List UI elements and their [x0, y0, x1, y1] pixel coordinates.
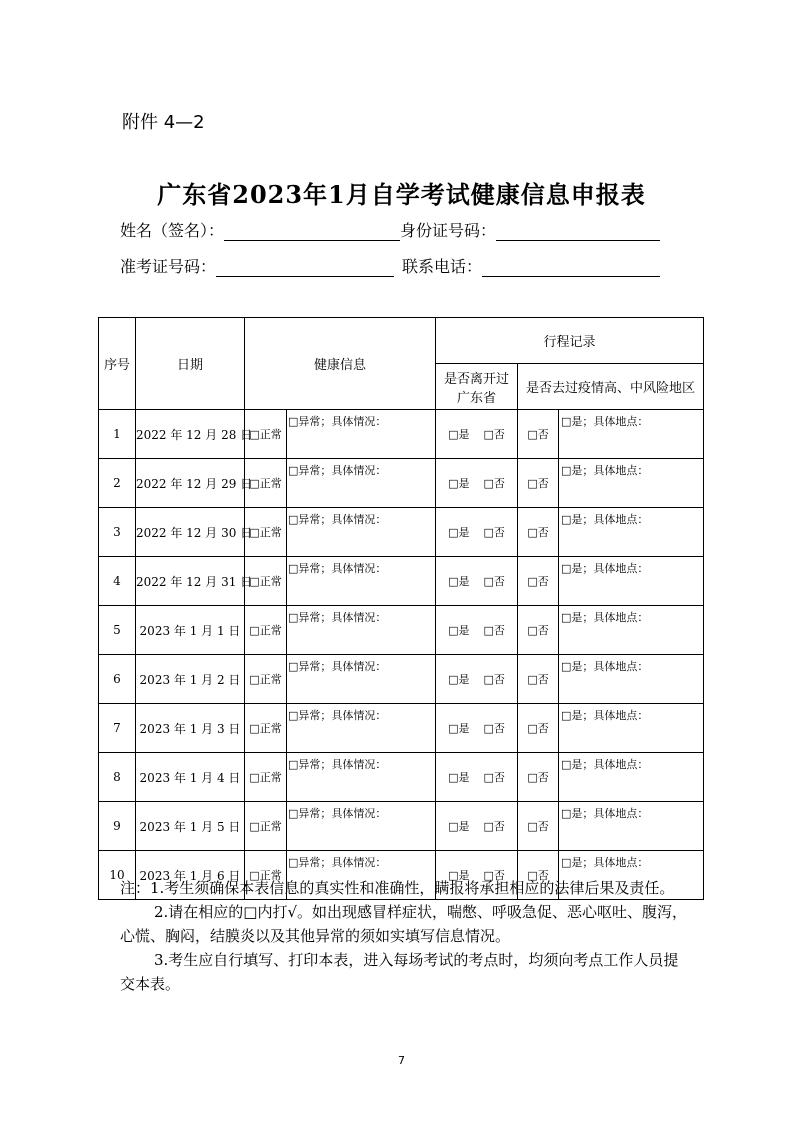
risk-area-yes-checkbox[interactable]: □是；具体地点： — [559, 459, 704, 508]
left-province-options[interactable] — [436, 606, 518, 655]
normal-checkbox[interactable]: □正常 — [245, 753, 287, 802]
page-number: 7 — [398, 1054, 405, 1067]
name-label: 姓名（签名）： — [120, 221, 225, 240]
abnormal-checkbox[interactable]: □异常；具体情况： — [287, 459, 436, 508]
header-left-province: 是否离开过广东省 — [436, 364, 518, 410]
row-date: 2023 年 1 月 3 日 — [136, 704, 245, 753]
row-seq: 7 — [99, 704, 136, 753]
normal-checkbox[interactable]: □正常 — [245, 851, 287, 900]
abnormal-checkbox[interactable]: □异常；具体情况： — [287, 655, 436, 704]
row-seq: 9 — [99, 802, 136, 851]
risk-area-yes-checkbox[interactable]: □是；具体地点： — [559, 851, 704, 900]
risk-area-no-checkbox[interactable]: □否 — [518, 557, 559, 606]
row-seq: 4 — [99, 557, 136, 606]
abnormal-checkbox[interactable]: □异常；具体情况： — [287, 557, 436, 606]
left-province-yes-checkbox[interactable]: □是 — [448, 673, 470, 686]
risk-area-yes-checkbox[interactable]: □是；具体地点： — [559, 410, 704, 459]
left-province-options[interactable] — [436, 459, 518, 508]
risk-area-yes-checkbox[interactable]: □是；具体地点： — [559, 606, 704, 655]
risk-area-yes-checkbox[interactable]: □是；具体地点： — [559, 753, 704, 802]
left-province-no-checkbox[interactable]: □否 — [483, 575, 505, 588]
row-seq: 5 — [99, 606, 136, 655]
table-row — [99, 459, 704, 508]
left-province-no-checkbox[interactable]: □否 — [483, 428, 505, 441]
risk-area-no-checkbox[interactable]: □否 — [518, 851, 559, 900]
note-1: 注：1.考生须确保本表信息的真实性和准确性，瞒报将承担相应的法律后果及责任。 — [120, 879, 675, 897]
table-row — [99, 410, 704, 459]
row-date: 2023 年 1 月 6 日 — [136, 851, 245, 900]
table-row — [99, 753, 704, 802]
left-province-no-checkbox[interactable]: □否 — [483, 673, 505, 686]
phone-input-line[interactable] — [482, 258, 660, 277]
header-date: 日期 — [136, 318, 245, 410]
abnormal-checkbox[interactable]: □异常；具体情况： — [287, 753, 436, 802]
table-row — [99, 606, 704, 655]
left-province-options[interactable] — [436, 802, 518, 851]
left-province-options[interactable] — [436, 753, 518, 802]
left-province-no-checkbox[interactable]: □否 — [483, 771, 505, 784]
abnormal-checkbox[interactable]: □异常；具体情况： — [287, 410, 436, 459]
form-title: 广东省2023年1月自学考试健康信息申报表 — [157, 180, 646, 209]
risk-area-no-checkbox[interactable]: □否 — [518, 508, 559, 557]
normal-checkbox[interactable]: □正常 — [245, 704, 287, 753]
name-input-line[interactable] — [224, 222, 400, 241]
table-row — [99, 655, 704, 704]
note-3: 3.考生应自行填写、打印本表，进入每场考试的考点时，均须向考点工作人员提交本表。 — [120, 951, 679, 993]
header-seq: 序号 — [99, 318, 136, 410]
risk-area-no-checkbox[interactable]: □否 — [518, 459, 559, 508]
row-seq: 8 — [99, 753, 136, 802]
row-seq: 3 — [99, 508, 136, 557]
normal-checkbox[interactable]: □正常 — [245, 410, 287, 459]
left-province-yes-checkbox[interactable]: □是 — [448, 428, 470, 441]
header-itinerary: 行程记录 — [436, 318, 704, 364]
left-province-yes-checkbox[interactable]: □是 — [448, 575, 470, 588]
abnormal-checkbox[interactable]: □异常；具体情况： — [287, 851, 436, 900]
left-province-no-checkbox[interactable]: □否 — [483, 869, 505, 882]
health-declaration-table — [98, 317, 704, 900]
risk-area-yes-checkbox[interactable]: □是；具体地点： — [559, 557, 704, 606]
risk-area-no-checkbox[interactable]: □否 — [518, 655, 559, 704]
risk-area-yes-checkbox[interactable]: □是；具体地点： — [559, 508, 704, 557]
table-row — [99, 508, 704, 557]
abnormal-checkbox[interactable]: □异常；具体情况： — [287, 802, 436, 851]
admission-input-line[interactable] — [216, 258, 394, 277]
left-province-no-checkbox[interactable]: □否 — [483, 477, 505, 490]
phone-label: 联系电话： — [402, 257, 483, 276]
table-row — [99, 557, 704, 606]
name-id-row — [120, 218, 660, 241]
row-seq: 2 — [99, 459, 136, 508]
left-province-options[interactable] — [436, 410, 518, 459]
risk-area-yes-checkbox[interactable]: □是；具体地点： — [559, 704, 704, 753]
left-province-options[interactable] — [436, 704, 518, 753]
row-seq: 1 — [99, 410, 136, 459]
row-seq: 6 — [99, 655, 136, 704]
left-province-yes-checkbox[interactable]: □是 — [448, 869, 470, 882]
table-body — [99, 410, 704, 900]
header-health: 健康信息 — [245, 318, 436, 410]
left-province-options[interactable] — [436, 557, 518, 606]
table-row — [99, 802, 704, 851]
notes — [120, 876, 688, 996]
risk-area-no-checkbox[interactable]: □否 — [518, 606, 559, 655]
row-seq: 10 — [99, 851, 136, 900]
left-province-no-checkbox[interactable]: □否 — [483, 722, 505, 735]
id-label: 身份证号码： — [400, 221, 497, 240]
header-risk-area: 是否去过疫情高、中风险地区 — [518, 364, 704, 410]
table-row — [99, 704, 704, 753]
row-date: 2023 年 1 月 4 日 — [136, 753, 245, 802]
row-date: 2022 年 12 月 30 日 — [136, 508, 245, 557]
abnormal-checkbox[interactable]: □异常；具体情况： — [287, 508, 436, 557]
row-date: 2023 年 1 月 1 日 — [136, 606, 245, 655]
left-province-no-checkbox[interactable]: □否 — [483, 526, 505, 539]
row-date: 2023 年 1 月 2 日 — [136, 655, 245, 704]
normal-checkbox[interactable]: □正常 — [245, 655, 287, 704]
risk-area-no-checkbox[interactable]: □否 — [518, 802, 559, 851]
left-province-yes-checkbox[interactable]: □是 — [448, 526, 470, 539]
attachment-label: 附件 4—2 — [122, 112, 205, 133]
risk-area-no-checkbox[interactable]: □否 — [518, 753, 559, 802]
risk-area-no-checkbox[interactable]: □否 — [518, 704, 559, 753]
row-date: 2023 年 1 月 5 日 — [136, 802, 245, 851]
normal-checkbox[interactable]: □正常 — [245, 557, 287, 606]
row-date: 2022 年 12 月 28 日 — [136, 410, 245, 459]
risk-area-yes-checkbox[interactable]: □是；具体地点： — [559, 802, 704, 851]
left-province-options[interactable] — [436, 655, 518, 704]
risk-area-no-checkbox[interactable]: □否 — [518, 410, 559, 459]
admission-phone-row — [120, 254, 660, 277]
abnormal-checkbox[interactable]: □异常；具体情况： — [287, 704, 436, 753]
id-input-line[interactable] — [496, 222, 660, 241]
normal-checkbox[interactable]: □正常 — [245, 606, 287, 655]
abnormal-checkbox[interactable]: □异常；具体情况： — [287, 606, 436, 655]
normal-checkbox[interactable]: □正常 — [245, 459, 287, 508]
left-province-no-checkbox[interactable]: □否 — [483, 820, 505, 833]
left-province-yes-checkbox[interactable]: □是 — [448, 477, 470, 490]
left-province-options[interactable] — [436, 508, 518, 557]
note-2: 2.请在相应的□内打√。如出现感冒样症状，喘憋、呼吸急促、恶心呕吐、腹泻，心慌、胸闷，结膜炎以及其他异常的须如实填写信息情况。 — [120, 903, 688, 945]
left-province-yes-checkbox[interactable]: □是 — [448, 624, 470, 637]
left-province-no-checkbox[interactable]: □否 — [483, 624, 505, 637]
row-date: 2022 年 12 月 31 日 — [136, 557, 245, 606]
row-date: 2022 年 12 月 29 日 — [136, 459, 245, 508]
left-province-yes-checkbox[interactable]: □是 — [448, 722, 470, 735]
left-province-yes-checkbox[interactable]: □是 — [448, 820, 470, 833]
risk-area-yes-checkbox[interactable]: □是；具体地点： — [559, 655, 704, 704]
normal-checkbox[interactable]: □正常 — [245, 802, 287, 851]
normal-checkbox[interactable]: □正常 — [245, 508, 287, 557]
left-province-yes-checkbox[interactable]: □是 — [448, 771, 470, 784]
admission-label: 准考证号码： — [120, 257, 217, 276]
